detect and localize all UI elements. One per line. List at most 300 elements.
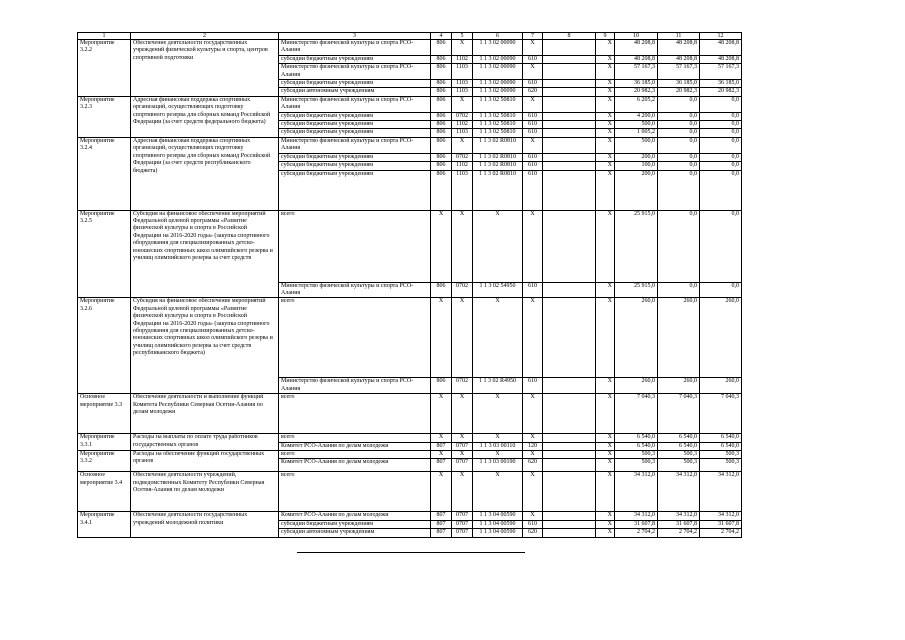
value-cell: 806 xyxy=(431,64,452,80)
value-cell: 7 040,3 xyxy=(615,394,658,434)
value-cell: 260,0 xyxy=(615,378,658,394)
executor-cell: субсидии автономным учреждениям xyxy=(279,529,431,537)
value-cell: Х xyxy=(596,520,615,528)
table-row xyxy=(78,394,742,434)
value-cell: 500,3 xyxy=(615,450,658,458)
table-row xyxy=(78,210,742,282)
value-cell: 1103 xyxy=(452,170,473,210)
executor-cell: всего xyxy=(279,434,431,442)
executor-cell: субсидии бюджетным учреждениям xyxy=(279,112,431,120)
value-cell: 806 xyxy=(431,96,452,112)
value-cell: 807 xyxy=(431,512,452,520)
value-cell: 1102 xyxy=(452,162,473,170)
value-cell: Х xyxy=(523,472,543,512)
value-cell: Х xyxy=(523,64,543,80)
value-cell: Х xyxy=(523,450,543,458)
value-cell: 48 208,8 xyxy=(615,55,658,63)
value-cell: 0,0 xyxy=(658,129,700,137)
value-cell: 1 1 3 04 00590 xyxy=(473,520,523,528)
executor-cell: всего xyxy=(279,394,431,434)
value-cell: Х xyxy=(596,450,615,458)
value-cell: 6 205,2 xyxy=(615,96,658,112)
value-cell: 31 607,8 xyxy=(615,520,658,528)
value-cell: 610 xyxy=(523,55,543,63)
executor-cell: субсидии бюджетным учреждениям xyxy=(279,55,431,63)
value-cell: 6 540,0 xyxy=(615,442,658,450)
measure-code-cell: Мероприятие 3.2.6 xyxy=(78,298,131,394)
value-cell: 610 xyxy=(523,112,543,120)
footer-rule xyxy=(297,552,525,553)
value-cell: 57 167,3 xyxy=(615,64,658,80)
value-cell: Х xyxy=(473,394,523,434)
value-cell: 0,0 xyxy=(658,210,700,282)
value-cell: 0702 xyxy=(452,282,473,298)
measure-name-cell: Субсидия на финансовое обеспечение мероприятий Федеральной целевой программы «Развитие физической культуры и спорта в Российской Федерации на 2016-2020 годы» (закупка спортивного оборудования для специализированных детско-юношеских спортивных школ олимпийского резерва и училищ олимпийского резерва за счет средств xyxy=(131,210,279,298)
value-cell: 0707 xyxy=(452,442,473,450)
value-cell: Х xyxy=(523,298,543,378)
value-cell: 0,0 xyxy=(700,137,742,153)
value-cell: Х xyxy=(452,210,473,282)
value-cell: 0,0 xyxy=(700,121,742,129)
header-cell: 7 xyxy=(523,33,543,40)
value-cell xyxy=(543,55,596,63)
value-cell: 806 xyxy=(431,162,452,170)
value-cell: 0,0 xyxy=(658,112,700,120)
value-cell: 610 xyxy=(523,129,543,137)
value-cell xyxy=(543,137,596,153)
value-cell: 34 312,0 xyxy=(700,512,742,520)
measure-name-cell: Обеспечение деятельности государственных учреждений физической культуры и спорта, центров спортивной подготовки xyxy=(131,40,279,97)
table-row xyxy=(78,450,742,458)
value-cell: Х xyxy=(596,442,615,450)
value-cell xyxy=(543,298,596,378)
value-cell: 806 xyxy=(431,153,452,161)
value-cell: 500,0 xyxy=(615,121,658,129)
value-cell: 806 xyxy=(431,121,452,129)
value-cell xyxy=(543,394,596,434)
value-cell xyxy=(543,88,596,96)
value-cell: 1 1 3 02 R0810 xyxy=(473,137,523,153)
value-cell xyxy=(543,520,596,528)
value-cell: Х xyxy=(431,434,452,442)
value-cell: 1103 xyxy=(452,80,473,88)
value-cell: 0,0 xyxy=(700,210,742,282)
value-cell: Х xyxy=(596,40,615,56)
value-cell: Х xyxy=(596,394,615,434)
value-cell: 500,3 xyxy=(700,459,742,472)
value-cell: Х xyxy=(431,450,452,458)
value-cell: 20 982,3 xyxy=(615,88,658,96)
header-cell: 12 xyxy=(700,33,742,40)
value-cell: 48 208,8 xyxy=(700,40,742,56)
value-cell: 500,3 xyxy=(658,459,700,472)
value-cell: 1 1 3 02 R0810 xyxy=(473,153,523,161)
value-cell: 610 xyxy=(523,378,543,394)
value-cell: 0,0 xyxy=(658,153,700,161)
value-cell: 1102 xyxy=(452,121,473,129)
value-cell: Х xyxy=(596,210,615,282)
value-cell xyxy=(543,450,596,458)
value-cell: 34 312,0 xyxy=(658,512,700,520)
value-cell xyxy=(543,170,596,210)
header-cell: 10 xyxy=(615,33,658,40)
value-cell: Х xyxy=(452,394,473,434)
table-row xyxy=(78,40,742,56)
value-cell: Х xyxy=(596,80,615,88)
value-cell: Х xyxy=(596,472,615,512)
value-cell: 48 208,8 xyxy=(658,40,700,56)
value-cell: 610 xyxy=(523,153,543,161)
value-cell: 610 xyxy=(523,520,543,528)
value-cell: 806 xyxy=(431,137,452,153)
header-cell: 11 xyxy=(658,33,700,40)
value-cell: 36 185,0 xyxy=(615,80,658,88)
value-cell: 1 1 3 02 R4950 xyxy=(473,378,523,394)
value-cell: 2 704,2 xyxy=(700,529,742,537)
value-cell: 500,3 xyxy=(615,459,658,472)
value-cell: 0,0 xyxy=(658,137,700,153)
value-cell: Х xyxy=(596,153,615,161)
header-cell: 8 xyxy=(543,33,596,40)
value-cell: Х xyxy=(431,394,452,434)
executor-cell: всего xyxy=(279,298,431,378)
value-cell: 806 xyxy=(431,170,452,210)
value-cell: 806 xyxy=(431,88,452,96)
value-cell: 620 xyxy=(523,88,543,96)
value-cell: 34 312,0 xyxy=(615,472,658,512)
value-cell: 4 200,0 xyxy=(615,112,658,120)
executor-cell: Министерство физической культуры и спорта РСО-Алания xyxy=(279,378,431,394)
header-cell: 6 xyxy=(473,33,523,40)
value-cell: 6 540,0 xyxy=(658,442,700,450)
value-cell xyxy=(543,129,596,137)
measure-name-cell: Расходы на обеспечение функций государственных органов xyxy=(131,450,279,471)
executor-cell: всего xyxy=(279,472,431,512)
table-body xyxy=(78,33,742,538)
value-cell: 200,0 xyxy=(615,153,658,161)
value-cell xyxy=(543,512,596,520)
value-cell: Х xyxy=(523,40,543,56)
value-cell: 6 540,0 xyxy=(658,434,700,442)
value-cell: Х xyxy=(523,137,543,153)
measure-name-cell: Субсидия на финансовое обеспечение мероприятий Федеральной целевой программы «Развитие физической культуры и спорта в Российской Федерации на 2016-2020 годы» (закупка спортивного оборудования для специализированных детско-юношеских спортивных школ олимпийского резерва и училищ олимпийского резерва за счет средств республиканского бюджета) xyxy=(131,298,279,394)
value-cell xyxy=(543,112,596,120)
value-cell: 1 1 3 02 R0810 xyxy=(473,162,523,170)
value-cell: 260,0 xyxy=(700,378,742,394)
measure-name-cell: Обеспечение деятельности и выполнение функций Комитета Республики Северная Осетия-Алания по делам молодежи xyxy=(131,394,279,434)
header-cell: 4 xyxy=(431,33,452,40)
value-cell: 57 167,3 xyxy=(658,64,700,80)
value-cell: 1 1 3 02 R0810 xyxy=(473,170,523,210)
measure-name-cell: Адресная финансовая поддержка спортивных организаций, осуществляющих подготовку спортивного резерва для сборных команд Российской Федерации (за счет средств федерального бюджета) xyxy=(131,96,279,137)
value-cell: 1 1 3 02 00090 xyxy=(473,80,523,88)
header-row xyxy=(78,33,742,40)
value-cell: 120 xyxy=(523,442,543,450)
value-cell: 0702 xyxy=(452,378,473,394)
value-cell xyxy=(543,442,596,450)
value-cell: Х xyxy=(596,137,615,153)
value-cell: 0,0 xyxy=(700,96,742,112)
value-cell xyxy=(543,153,596,161)
executor-cell: субсидии автономным учреждениям xyxy=(279,88,431,96)
value-cell: Х xyxy=(431,472,452,512)
executor-cell: Министерство физической культуры и спорта РСО-Алания xyxy=(279,40,431,56)
value-cell: Х xyxy=(452,96,473,112)
executor-cell: Министерство физической культуры и спорта РСО-Алания xyxy=(279,64,431,80)
value-cell xyxy=(543,434,596,442)
value-cell: 806 xyxy=(431,80,452,88)
value-cell: Х xyxy=(596,88,615,96)
value-cell: 34 312,0 xyxy=(700,472,742,512)
value-cell xyxy=(543,162,596,170)
value-cell: 0,0 xyxy=(700,162,742,170)
value-cell: 0,0 xyxy=(700,129,742,137)
value-cell: 0,0 xyxy=(700,112,742,120)
value-cell: Х xyxy=(596,459,615,472)
value-cell: Х xyxy=(596,282,615,298)
value-cell: 57 167,3 xyxy=(700,64,742,80)
value-cell: 610 xyxy=(523,170,543,210)
value-cell: 1 1 3 02 50810 xyxy=(473,96,523,112)
value-cell: 1 1 3 02 50810 xyxy=(473,129,523,137)
value-cell: 0,0 xyxy=(658,170,700,210)
executor-cell: субсидии бюджетным учреждениям xyxy=(279,170,431,210)
value-cell: 1 1 3 02 00090 xyxy=(473,55,523,63)
value-cell: 806 xyxy=(431,112,452,120)
executor-cell: Комитет РСО-Алания по делам молодежи xyxy=(279,512,431,520)
value-cell: 807 xyxy=(431,459,452,472)
value-cell: 7 040,3 xyxy=(700,394,742,434)
measure-code-cell: Мероприятие 3.2.5 xyxy=(78,210,131,298)
value-cell: Х xyxy=(596,55,615,63)
value-cell xyxy=(543,459,596,472)
value-cell: 0702 xyxy=(452,112,473,120)
value-cell: 6 540,0 xyxy=(700,442,742,450)
budget-table xyxy=(77,32,742,538)
value-cell: 1 1 3 02 50810 xyxy=(473,121,523,129)
value-cell: Х xyxy=(452,40,473,56)
value-cell: Х xyxy=(596,129,615,137)
table-row xyxy=(78,434,742,442)
value-cell: 48 208,8 xyxy=(615,40,658,56)
measure-code-cell: Мероприятие 3.3.1 xyxy=(78,434,131,451)
value-cell: 1 1 3 02 50810 xyxy=(473,112,523,120)
executor-cell: Комитет РСО-Алания по делам молодежи xyxy=(279,442,431,450)
value-cell: Х xyxy=(596,96,615,112)
value-cell: Х xyxy=(523,512,543,520)
value-cell: 0,0 xyxy=(700,170,742,210)
value-cell: Х xyxy=(523,96,543,112)
value-cell: 0,0 xyxy=(658,162,700,170)
value-cell: 1 1 3 02 00090 xyxy=(473,40,523,56)
value-cell: Х xyxy=(596,121,615,129)
value-cell xyxy=(543,80,596,88)
value-cell xyxy=(543,210,596,282)
value-cell: 6 540,0 xyxy=(615,434,658,442)
value-cell: 1 1 3 04 00590 xyxy=(473,512,523,520)
value-cell: Х xyxy=(523,394,543,434)
value-cell xyxy=(543,282,596,298)
value-cell: 6 540,0 xyxy=(700,434,742,442)
table-row xyxy=(78,96,742,112)
value-cell: Х xyxy=(523,210,543,282)
executor-cell: Комитет РСО-Алания по делам молодежи xyxy=(279,459,431,472)
value-cell: 1 1 3 03 00190 xyxy=(473,459,523,472)
header-cell: 5 xyxy=(452,33,473,40)
value-cell: 807 xyxy=(431,529,452,537)
value-cell: 806 xyxy=(431,55,452,63)
value-cell: 31 607,8 xyxy=(700,520,742,528)
value-cell: 36 185,0 xyxy=(658,80,700,88)
value-cell: 0707 xyxy=(452,459,473,472)
value-cell: 1103 xyxy=(452,88,473,96)
measure-code-cell: Основное мероприятие 3.4 xyxy=(78,472,131,512)
executor-cell: субсидии бюджетным учреждениям xyxy=(279,162,431,170)
executor-cell: субсидии бюджетным учреждениям xyxy=(279,80,431,88)
measure-name-cell: Расходы на выплаты по оплате труда работников государственных органов xyxy=(131,434,279,451)
value-cell: 0,0 xyxy=(700,282,742,298)
value-cell: 806 xyxy=(431,40,452,56)
value-cell: 36 185,0 xyxy=(700,80,742,88)
measure-code-cell: Основное мероприятие 3.3 xyxy=(78,394,131,434)
header-cell: 1 xyxy=(78,33,131,40)
executor-cell: субсидии бюджетным учреждениям xyxy=(279,129,431,137)
value-cell: 1 1 3 02 00090 xyxy=(473,88,523,96)
value-cell: 1103 xyxy=(452,64,473,80)
value-cell: 610 xyxy=(523,282,543,298)
value-cell: Х xyxy=(431,210,452,282)
value-cell: Х xyxy=(596,162,615,170)
value-cell xyxy=(543,64,596,80)
value-cell: 1102 xyxy=(452,55,473,63)
value-cell xyxy=(543,40,596,56)
value-cell: 500,0 xyxy=(615,137,658,153)
executor-cell: Министерство физической культуры и спорта РСО-Алания xyxy=(279,96,431,112)
value-cell: 100,0 xyxy=(615,162,658,170)
value-cell: Х xyxy=(596,298,615,378)
value-cell: 1103 xyxy=(452,129,473,137)
executor-cell: всего xyxy=(279,210,431,282)
value-cell: Х xyxy=(452,434,473,442)
table-row xyxy=(78,298,742,378)
value-cell: 1 1 3 04 00590 xyxy=(473,529,523,537)
value-cell: Х xyxy=(596,512,615,520)
value-cell: 500,3 xyxy=(658,450,700,458)
value-cell: 34 312,0 xyxy=(658,472,700,512)
value-cell: 610 xyxy=(523,162,543,170)
value-cell: 260,0 xyxy=(658,298,700,378)
value-cell: 1 005,2 xyxy=(615,129,658,137)
value-cell: Х xyxy=(596,64,615,80)
value-cell: Х xyxy=(523,434,543,442)
value-cell: 807 xyxy=(431,442,452,450)
value-cell: 0,0 xyxy=(700,153,742,161)
value-cell: 20 982,3 xyxy=(658,88,700,96)
measure-code-cell: Мероприятие 3.3.2 xyxy=(78,450,131,471)
measure-code-cell: Мероприятие 3.4.1 xyxy=(78,512,131,537)
value-cell: 610 xyxy=(523,121,543,129)
value-cell: 25 915,0 xyxy=(615,282,658,298)
value-cell: 20 982,3 xyxy=(700,88,742,96)
value-cell: Х xyxy=(452,137,473,153)
table-row xyxy=(78,472,742,512)
value-cell xyxy=(543,529,596,537)
value-cell: Х xyxy=(596,529,615,537)
value-cell: Х xyxy=(452,472,473,512)
value-cell: Х xyxy=(596,378,615,394)
value-cell: Х xyxy=(473,210,523,282)
value-cell: 260,0 xyxy=(700,298,742,378)
value-cell: 500,3 xyxy=(700,450,742,458)
value-cell: Х xyxy=(473,298,523,378)
value-cell: Х xyxy=(452,450,473,458)
value-cell: 806 xyxy=(431,378,452,394)
value-cell: 0707 xyxy=(452,512,473,520)
value-cell: Х xyxy=(596,434,615,442)
value-cell: 0702 xyxy=(452,153,473,161)
value-cell: Х xyxy=(473,434,523,442)
value-cell: 2 704,2 xyxy=(658,529,700,537)
header-cell: 3 xyxy=(279,33,431,40)
executor-cell: субсидии бюджетным учреждениям xyxy=(279,520,431,528)
value-cell xyxy=(543,472,596,512)
measure-name-cell: Обеспечение деятельности государственных учреждений молодежной политики xyxy=(131,512,279,537)
executor-cell: субсидии бюджетным учреждениям xyxy=(279,153,431,161)
value-cell: 260,0 xyxy=(658,378,700,394)
value-cell: 806 xyxy=(431,129,452,137)
executor-cell: всего xyxy=(279,450,431,458)
measure-name-cell: Обеспечение деятельности учреждений, подведомственных Комитету Республики Северная Осетия-Алания по делам молодежи xyxy=(131,472,279,512)
value-cell: Х xyxy=(596,112,615,120)
value-cell: 1 1 3 02 54950 xyxy=(473,282,523,298)
value-cell: 260,0 xyxy=(615,298,658,378)
measure-code-cell: Мероприятие 3.2.2 xyxy=(78,40,131,97)
value-cell: 31 607,8 xyxy=(658,520,700,528)
value-cell: 0707 xyxy=(452,520,473,528)
executor-cell: субсидии бюджетным учреждениям xyxy=(279,121,431,129)
value-cell: 807 xyxy=(431,520,452,528)
value-cell: 0,0 xyxy=(658,282,700,298)
value-cell: 48 208,8 xyxy=(658,55,700,63)
value-cell: 0,0 xyxy=(658,121,700,129)
value-cell: 610 xyxy=(523,80,543,88)
table-row xyxy=(78,512,742,520)
value-cell: Х xyxy=(431,298,452,378)
value-cell xyxy=(543,96,596,112)
table-row xyxy=(78,137,742,153)
value-cell: Х xyxy=(596,170,615,210)
executor-cell: Министерство физической культуры и спорта РСО-Алания xyxy=(279,137,431,153)
value-cell: Х xyxy=(452,298,473,378)
value-cell: 620 xyxy=(523,459,543,472)
measure-code-cell: Мероприятие 3.2.3 xyxy=(78,96,131,137)
value-cell: 34 312,0 xyxy=(615,512,658,520)
value-cell: 48 208,8 xyxy=(700,55,742,63)
measure-code-cell: Мероприятие 3.2.4 xyxy=(78,137,131,210)
value-cell: 7 040,3 xyxy=(658,394,700,434)
value-cell: 2 704,2 xyxy=(615,529,658,537)
header-cell: 2 xyxy=(131,33,279,40)
value-cell: 0,0 xyxy=(658,96,700,112)
value-cell: 1 1 3 03 00110 xyxy=(473,442,523,450)
value-cell: 25 915,0 xyxy=(615,210,658,282)
value-cell: 620 xyxy=(523,529,543,537)
value-cell: 200,0 xyxy=(615,170,658,210)
value-cell xyxy=(543,121,596,129)
value-cell: 0707 xyxy=(452,529,473,537)
value-cell: Х xyxy=(473,450,523,458)
executor-cell: Министерство физической культуры и спорта РСО-Алания xyxy=(279,282,431,298)
